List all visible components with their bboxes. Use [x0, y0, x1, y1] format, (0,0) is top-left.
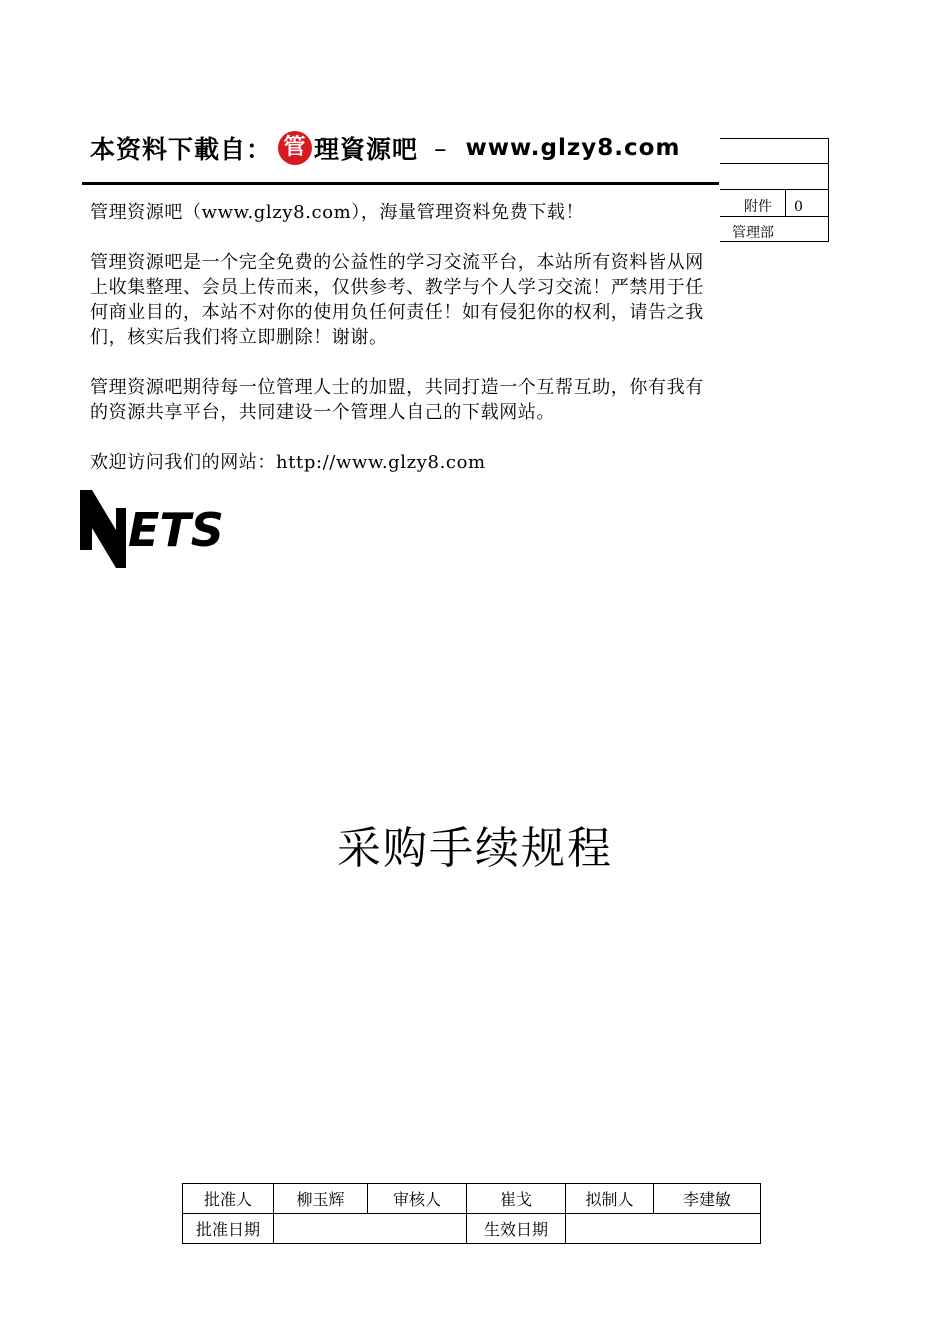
- banner-heading: [90, 128, 680, 168]
- approval-row: [183, 1184, 761, 1214]
- approve-date-value: [274, 1214, 467, 1244]
- approver-label: 批准人: [183, 1184, 274, 1214]
- banner-site-name: 理資源吧: [314, 135, 419, 164]
- logo-text: ETS: [128, 503, 224, 557]
- effective-date-label: 生效日期: [467, 1214, 566, 1244]
- site-logo-icon: 管: [278, 131, 312, 165]
- attachment-count: 0: [794, 199, 803, 215]
- banner-invitation: 管理资源吧期待每一位管理人士的加盟，共同打造一个互帮互助，你有我有的资源共享平台，共同建设一个管理人自己的下载网站。: [90, 377, 704, 423]
- document-header-table: [712, 138, 829, 242]
- reviewer-label: 审核人: [368, 1184, 467, 1214]
- nets-logo-mark: [78, 484, 230, 570]
- banner-dash: –: [434, 133, 448, 163]
- banner-intro: 管理资源吧（www.glzy8.com），海量管理资料免费下载！: [90, 202, 585, 223]
- date-row: [183, 1214, 761, 1244]
- drafter-name: 李建敏: [654, 1184, 761, 1214]
- banner-website[interactable]: 欢迎访问我们的网站：http://www.glzy8.com: [90, 452, 486, 473]
- document-title: 采购手续规程: [337, 823, 613, 874]
- nets-logo: [78, 484, 230, 574]
- banner-prefix: 本资料下載自：: [90, 135, 273, 164]
- department-label: 管理部: [732, 225, 774, 241]
- banner-url[interactable]: www.glzy8.com: [465, 135, 681, 161]
- banner-disclaimer: 管理资源吧是一个完全免费的公益性的学习交流平台，本站所有资料皆从网上收集整理、会员上传而来，仅供参考、教学与个人学习交流！严禁用于任何商业目的，本站不对你的使用负任何责任！如有侵犯你的权利，请告之我们，核实后我们将立即删除！谢谢。: [90, 252, 704, 348]
- download-banner: [80, 116, 720, 486]
- banner-divider: [82, 182, 719, 185]
- drafter-label: 拟制人: [566, 1184, 654, 1214]
- approval-table: [182, 1183, 761, 1244]
- approve-date-label: 批准日期: [183, 1214, 274, 1244]
- approver-name: 柳玉辉: [274, 1184, 368, 1214]
- reviewer-name: 崔戈: [467, 1184, 566, 1214]
- effective-date-value: [566, 1214, 761, 1244]
- attachment-label: 附件: [744, 199, 772, 215]
